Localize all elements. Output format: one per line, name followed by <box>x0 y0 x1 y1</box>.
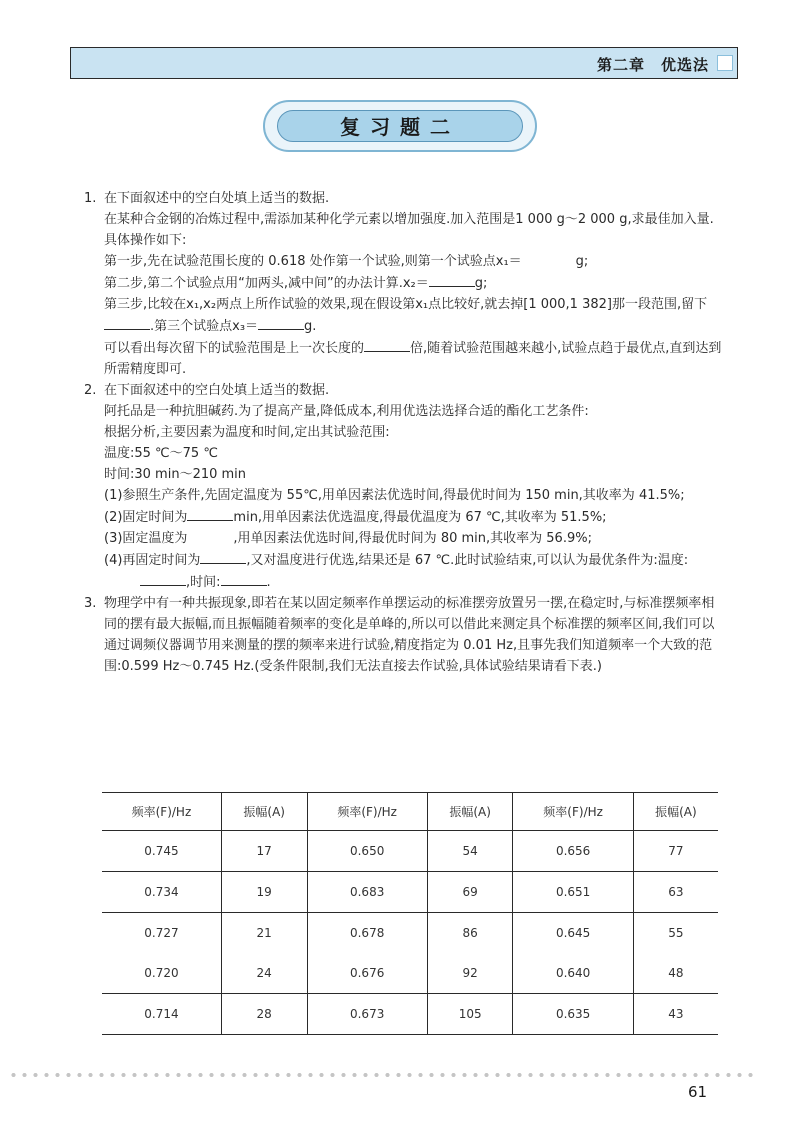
sub3-text-2: ,用单因素法优选时间,得最优时间为 80 min,其收率为 56.9%; <box>233 531 592 546</box>
answer-blank <box>258 315 304 330</box>
conclusion-text-2: 倍,随着试验范围越来越小,试验点趋于最优点,直到达到所需精度即可. <box>104 341 722 377</box>
header-tab-marker <box>717 55 733 71</box>
table-cell: 0.727 <box>144 926 179 940</box>
frequency-amplitude-table <box>102 792 718 1035</box>
q1-line: 具体操作如下: <box>104 233 187 248</box>
table-cell: 19 <box>221 872 307 913</box>
answer-blank <box>364 337 410 352</box>
table-cell: 0.734 <box>144 885 179 899</box>
column-header: 频率(F)/Hz <box>131 805 192 819</box>
column-header: 振幅(A) <box>633 793 718 831</box>
q3-text: 物理学中有一种共振现象,即若在某以固定频率作单摆运动的标准摆旁放置另一摆,在稳定时,与标准摆频率相同的摆有最大振幅,而且振幅随着频率的变化是单峰的,所以可以借此来测定具个标准摆的频率区间,我们可以通过调频仪器调节用来测量的摆的频率来进行试验,精度指定为 0.01 Hz,且事先我们知道频率一个大致的范围:0.599 Hz～0.745 Hz.(受条件限制,我们无法直接去作试验,具体试验结果请看下表.) <box>104 596 715 674</box>
column-header: 振幅(A) <box>221 793 307 831</box>
question-3 <box>84 593 724 677</box>
table-cell: 0.650 <box>307 831 427 872</box>
q1-step-1 <box>104 251 724 272</box>
column-header: 频率(F)/Hz <box>307 793 427 831</box>
answer-blank <box>187 528 233 542</box>
table-cell: 69 <box>427 872 513 913</box>
footer-dotted-divider <box>8 1072 756 1078</box>
q1-conclusion <box>104 337 724 380</box>
table-cell: 43 <box>633 994 718 1035</box>
table-cell: 0.683 <box>307 872 427 913</box>
answer-blank <box>200 549 246 564</box>
step3-unit: g. <box>304 319 317 334</box>
step1-unit: g; <box>575 254 589 269</box>
answer-blank <box>522 251 576 265</box>
q2-line: 温度:55 ℃～75 ℃ <box>104 446 218 461</box>
table-cell: 28 <box>221 994 307 1035</box>
q2-line: 根据分析,主要因素为温度和时间,定出其试验范围: <box>104 425 390 440</box>
q1-line: 在下面叙述中的空白处填上适当的数据. <box>104 191 330 206</box>
table-row <box>102 831 718 872</box>
sub4-text-4: . <box>266 575 271 590</box>
section-title: 复习题二 <box>277 110 523 142</box>
table-cell: 0.673 <box>307 994 427 1035</box>
table-cell: 0.645 <box>513 913 633 954</box>
answer-blank <box>104 315 150 330</box>
q2-sub-3 <box>104 528 724 549</box>
sub4-text: (4)再固定时间为 <box>104 553 201 568</box>
table-cell: 0.714 <box>144 1007 179 1021</box>
column-header: 振幅(A) <box>427 793 513 831</box>
q1-step-2 <box>104 272 724 294</box>
question-number: 3. <box>84 596 97 611</box>
exercise-content <box>84 188 724 677</box>
table-cell: 63 <box>633 872 718 913</box>
column-header: 频率(F)/Hz <box>513 793 633 831</box>
table-row <box>102 953 718 994</box>
table-cell: 0.745 <box>144 844 179 858</box>
q2-sub-4 <box>104 549 724 593</box>
table-row <box>102 994 718 1035</box>
question-number: 1. <box>84 191 97 206</box>
table-cell: 24 <box>221 953 307 994</box>
q2-line: 在下面叙述中的空白处填上适当的数据. <box>104 383 330 398</box>
step1-text: 第一步,先在试验范围长度的 0.618 处作第一个试验,则第一个试验点x₁＝ <box>104 254 522 269</box>
answer-blank <box>429 272 475 287</box>
sub2-text: (2)固定时间为 <box>104 510 188 525</box>
table-cell: 0.720 <box>144 966 179 980</box>
table-cell: 21 <box>221 913 307 954</box>
q1-line: 在某种合金钢的冶炼过程中,需添加某种化学元素以增加强度.加入范围是1 000 g～2 000 g,求最佳加入量. <box>104 212 714 227</box>
conclusion-text: 可以看出每次留下的试验范围是上一次长度的 <box>104 341 365 356</box>
table-cell: 92 <box>427 953 513 994</box>
table-row <box>102 872 718 913</box>
table-cell: 0.676 <box>307 953 427 994</box>
sub2-text-2: min,用单因素法优选温度,得最优温度为 67 ℃,其收率为 51.5%; <box>233 510 607 525</box>
answer-blank <box>221 571 267 586</box>
q2-line: 时间:30 min～210 min <box>104 467 247 482</box>
table-cell: 0.640 <box>513 953 633 994</box>
chapter-title: 第二章 优选法 <box>596 56 709 74</box>
question-2 <box>84 380 724 593</box>
table-cell: 48 <box>633 953 718 994</box>
answer-blank <box>140 571 186 586</box>
q2-sub-2 <box>104 506 724 528</box>
table-cell: 86 <box>427 913 513 954</box>
sub4-text-2: ,又对温度进行优选,结果还是 67 ℃.此时试验结束,可以认为最优条件为:温度: <box>246 553 689 568</box>
step3-text: 第三步,比较在x₁,x₂两点上所作试验的效果,现在假设第x₁点比较好,就去掉[1 000,1 382]那一段范围,留下 <box>104 297 708 312</box>
sub3-text: (3)固定温度为 <box>104 531 188 546</box>
table-cell: 54 <box>427 831 513 872</box>
step3-text-2: .第三个试验点x₃＝ <box>150 319 259 334</box>
table-cell: 0.656 <box>513 831 633 872</box>
table-cell: 77 <box>633 831 718 872</box>
chapter-header-bar <box>70 47 738 79</box>
question-1 <box>84 188 724 380</box>
q2-sub-1: (1)参照生产条件,先固定温度为 55℃,用单因素法优选时间,得最优时间为 150 min,其收率为 41.5%; <box>104 488 685 503</box>
step2-unit: g; <box>474 276 488 291</box>
table-cell: 17 <box>221 831 307 872</box>
page-number: 61 <box>688 1083 708 1101</box>
question-number: 2. <box>84 383 97 398</box>
table-cell: 0.678 <box>307 913 427 954</box>
table-row <box>102 913 718 954</box>
step2-text: 第二步,第二个试验点用“加两头,减中间”的办法计算.x₂＝ <box>104 276 429 291</box>
section-title-badge <box>263 100 537 152</box>
q2-line: 阿托品是一种抗胆碱药.为了提高产量,降低成本,利用优选法选择合适的酯化工艺条件: <box>104 404 589 419</box>
table-cell: 0.651 <box>513 872 633 913</box>
sub4-text-3: ,时间: <box>186 575 221 590</box>
table-cell: 0.635 <box>513 994 633 1035</box>
q1-step-3 <box>104 294 724 337</box>
table-cell: 105 <box>427 994 513 1035</box>
table-cell: 55 <box>633 913 718 954</box>
answer-blank <box>187 506 233 521</box>
table-header-row <box>102 793 718 831</box>
